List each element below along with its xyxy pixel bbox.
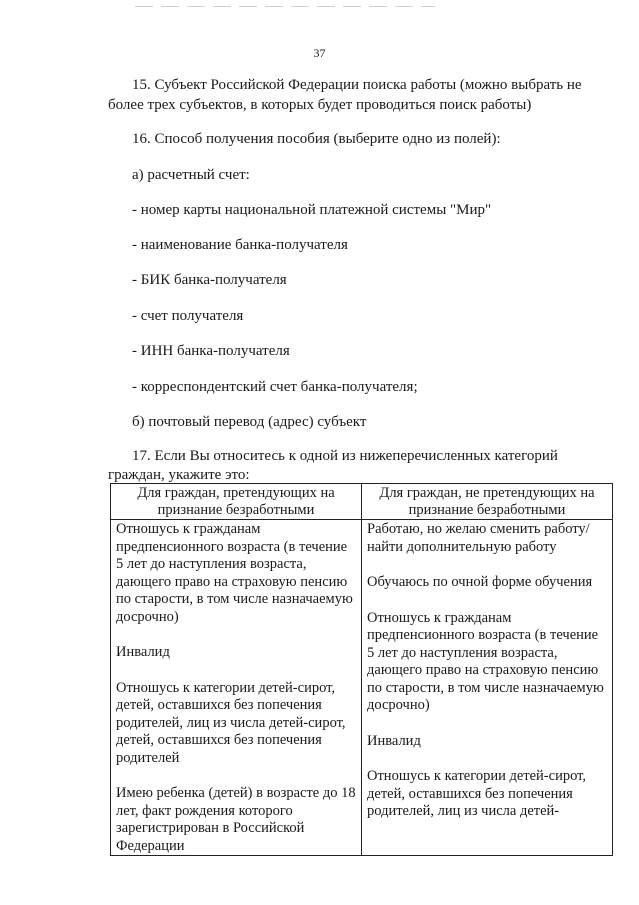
paragraph-15-line-1: 15. Субъект Российской Федерации поиска работы (можно выбрать не: [132, 77, 582, 93]
table-header-claiming: Для граждан, претендующих на признание безработными: [111, 484, 362, 520]
table-header-not-claiming: Для граждан, не претендующих на признание безработными: [362, 484, 613, 520]
categories-table: [110, 483, 613, 856]
category-entry: Отношусь к категории детей-сирот, детей, оставшихся без попечения родителей, лиц из числа детей-сирот, детей, оставшихся без попечения родителей: [116, 679, 346, 766]
scan-artifact-line: [135, 6, 435, 7]
category-entry: Инвалид: [116, 644, 170, 660]
field-card-number: - номер карты национальной платежной системы "Мир": [132, 202, 492, 218]
paragraph-17-line-2: граждан, укажите это:: [108, 467, 250, 483]
field-account: - счет получателя: [132, 308, 244, 324]
paragraph-17-line-1: 17. Если Вы относитесь к одной из нижеперечисленных категорий: [132, 448, 558, 464]
option-b-postal: б) почтовый перевод (адрес) субъект: [132, 414, 367, 430]
category-entry: Отношусь к гражданам предпенсионного возраста (в течение 5 лет до наступления возраста, дающего право на страховую пенсию по старости, в том числе назначаемую досрочно): [116, 521, 353, 625]
paragraph-16: 16. Способ получения пособия (выберите одно из полей):: [132, 131, 501, 147]
paragraph-15-line-2: более трех субъектов, в которых будет проводиться поиск работы): [108, 97, 532, 113]
field-corr-account: - корреспондентский счет банка-получателя;: [132, 379, 418, 395]
category-entry: Отношусь к категории детей-сирот, детей, оставшихся без попечения родителей, лиц из числа детей-: [367, 768, 587, 819]
category-entry: Имею ребенка (детей) в возрасте до 18 лет, факт рождения которого зарегистрирован в Российской Федерации: [116, 785, 356, 854]
table-cell-claiming: [111, 520, 362, 856]
table-cell-not-claiming: [362, 520, 613, 856]
field-bank-name: - наименование банка-получателя: [132, 237, 348, 253]
category-entry: Отношусь к гражданам предпенсионного возраста (в течение 5 лет до наступления возраста, дающего право на страховую пенсию по старости, в том числе назначаемую досрочно): [367, 609, 604, 713]
page-number: 37: [313, 46, 326, 60]
category-entry: Работаю, но желаю сменить работу/найти дополнительную работу: [367, 521, 590, 555]
category-entry: Инвалид: [367, 732, 421, 749]
category-entry: Обучаюсь по очной форме обучения: [367, 574, 593, 590]
field-bik: - БИК банка-получателя: [132, 272, 287, 288]
field-inn: - ИНН банка-получателя: [132, 343, 290, 359]
option-a-account: а) расчетный счет:: [132, 167, 250, 183]
